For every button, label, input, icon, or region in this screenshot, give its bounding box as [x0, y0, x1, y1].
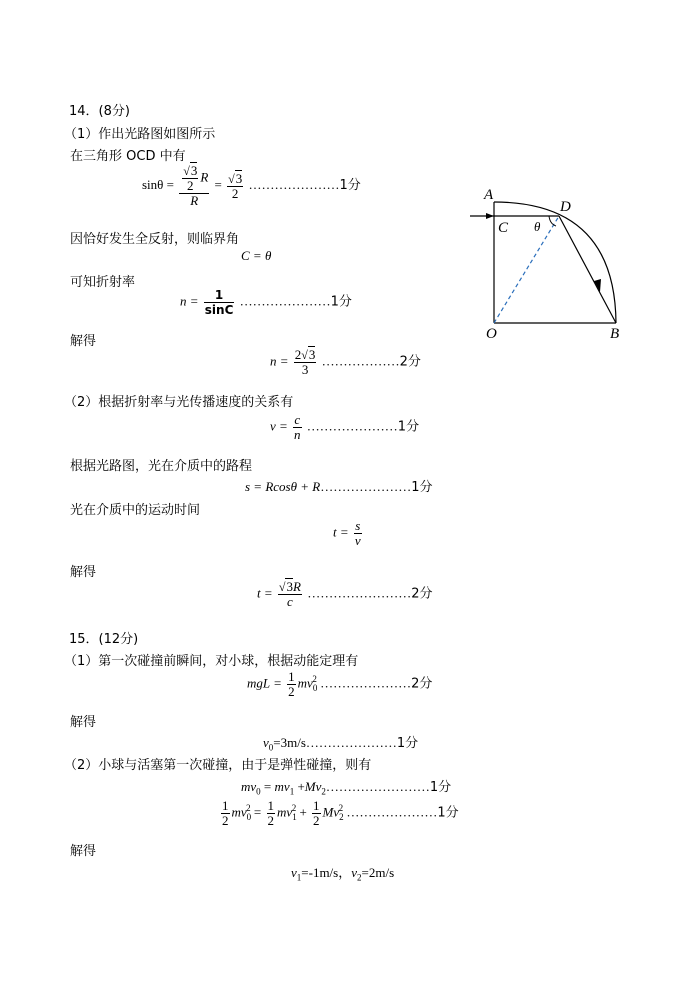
eq-t-value: t = $\frac{√3R}{c}$ ……………………2分: [257, 579, 433, 609]
eq-v-cn: v = $\frac{c}{n}$ …………………1分: [270, 412, 420, 442]
q15-solve2: 解得: [70, 844, 97, 859]
eq-t-sv: t = $\frac{s}{v}$: [333, 518, 361, 548]
n-fraction: $\frac{1}{\sin C}$: [204, 288, 234, 317]
eq-critical-angle: C = θ: [241, 248, 272, 263]
q14-triangle-line: 在三角形 OCD 中有: [70, 149, 186, 164]
incident-arrowhead: [486, 213, 494, 219]
q14-part2-heading: （2）根据折射率与光传播速度的关系有: [64, 395, 294, 410]
equals: =: [214, 176, 222, 192]
q15-header: 15．(12分): [69, 632, 139, 647]
den-r: R: [190, 193, 199, 208]
n-value-fraction: $\frac{2√3}{3}$: [294, 347, 316, 377]
label-a: A: [484, 187, 494, 203]
sin-fraction: $\frac{√3}{2}$ R R: [179, 164, 209, 208]
quarter-circle-arc: [494, 202, 616, 323]
score: 1分: [330, 294, 352, 310]
eq-v0: $v_0=3m/s\dots\dots\dots\dots\dots\dots\dots 1$分: [263, 735, 419, 753]
score: 2分: [399, 354, 421, 370]
eq-energy: mgL = $\frac{1}{2}$ $mv_0^2$ …………………2分: [247, 669, 433, 699]
eq-result: $v_1=-1m/s$，$v_2=2m/s$: [291, 865, 395, 883]
label-b: B: [610, 326, 620, 340]
eq-n-sinc: [180, 288, 352, 317]
q15-part1-heading: （1）第一次碰撞前瞬间，对小球，根据动能定理有: [64, 654, 359, 669]
leader-dots: ………………: [321, 353, 400, 369]
sqrt3-over-2: $\frac{√3}{2}$: [228, 170, 243, 201]
theta-arc: [549, 216, 556, 226]
label-c: C: [498, 220, 509, 236]
leader-dots: …………………: [239, 293, 331, 309]
q14-part1-heading: （1）作出光路图如图所示: [64, 127, 216, 142]
q14-index-line: 可知折射率: [70, 275, 136, 290]
q14-header: 14．(8分): [69, 104, 130, 119]
den-2: 2: [187, 178, 194, 193]
eq-s: s = Rcosθ + R…………………1分: [245, 479, 433, 495]
eq-sin-theta: [142, 164, 361, 208]
score: 1分: [339, 177, 361, 193]
sqrt-3b: 3: [235, 170, 243, 186]
sin-lhs: sinθ =: [142, 176, 174, 192]
q15-solve1: 解得: [70, 715, 97, 730]
label-d: D: [560, 199, 571, 215]
eq-kinetic-energy: $\frac{1}{2}$ $mv_0^2$ = $\frac{1}{2}$ $mv_1^2$ + $\frac{1}{2}$ $Mv_2^2$ …………………1分: [222, 798, 459, 828]
num-r: R: [200, 169, 209, 185]
q14-time-line: 光在介质中的运动时间: [70, 503, 201, 518]
optics-figure: [470, 180, 630, 340]
reflected-arrowhead: [594, 279, 601, 292]
q14-total-reflection-line: 因恰好发生全反射，则临界角: [70, 232, 240, 247]
eq-momentum: $mv_0 = mv_1$ $+Mv_2\dots\dots\dots\dots\dots\dots\dots\dots 1$分: [241, 779, 452, 797]
n-lhs: n =: [180, 293, 199, 309]
eq-n-value: n = $\frac{2√3}{3}$ ………………2分: [270, 347, 421, 377]
sqrt-3: 3: [190, 163, 198, 178]
leader-dots: …………………: [248, 176, 340, 192]
den-2b: 2: [231, 185, 239, 201]
label-theta: θ: [534, 219, 541, 234]
q15-part2-heading: （2）小球与活塞第一次碰撞，由于是弹性碰撞，则有: [64, 758, 372, 773]
label-o: O: [486, 326, 497, 340]
q14-solve2: 解得: [70, 565, 97, 580]
q14-solve1: 解得: [70, 334, 97, 349]
q14-path-line: 根据光路图，光在介质中的路程: [70, 459, 253, 474]
